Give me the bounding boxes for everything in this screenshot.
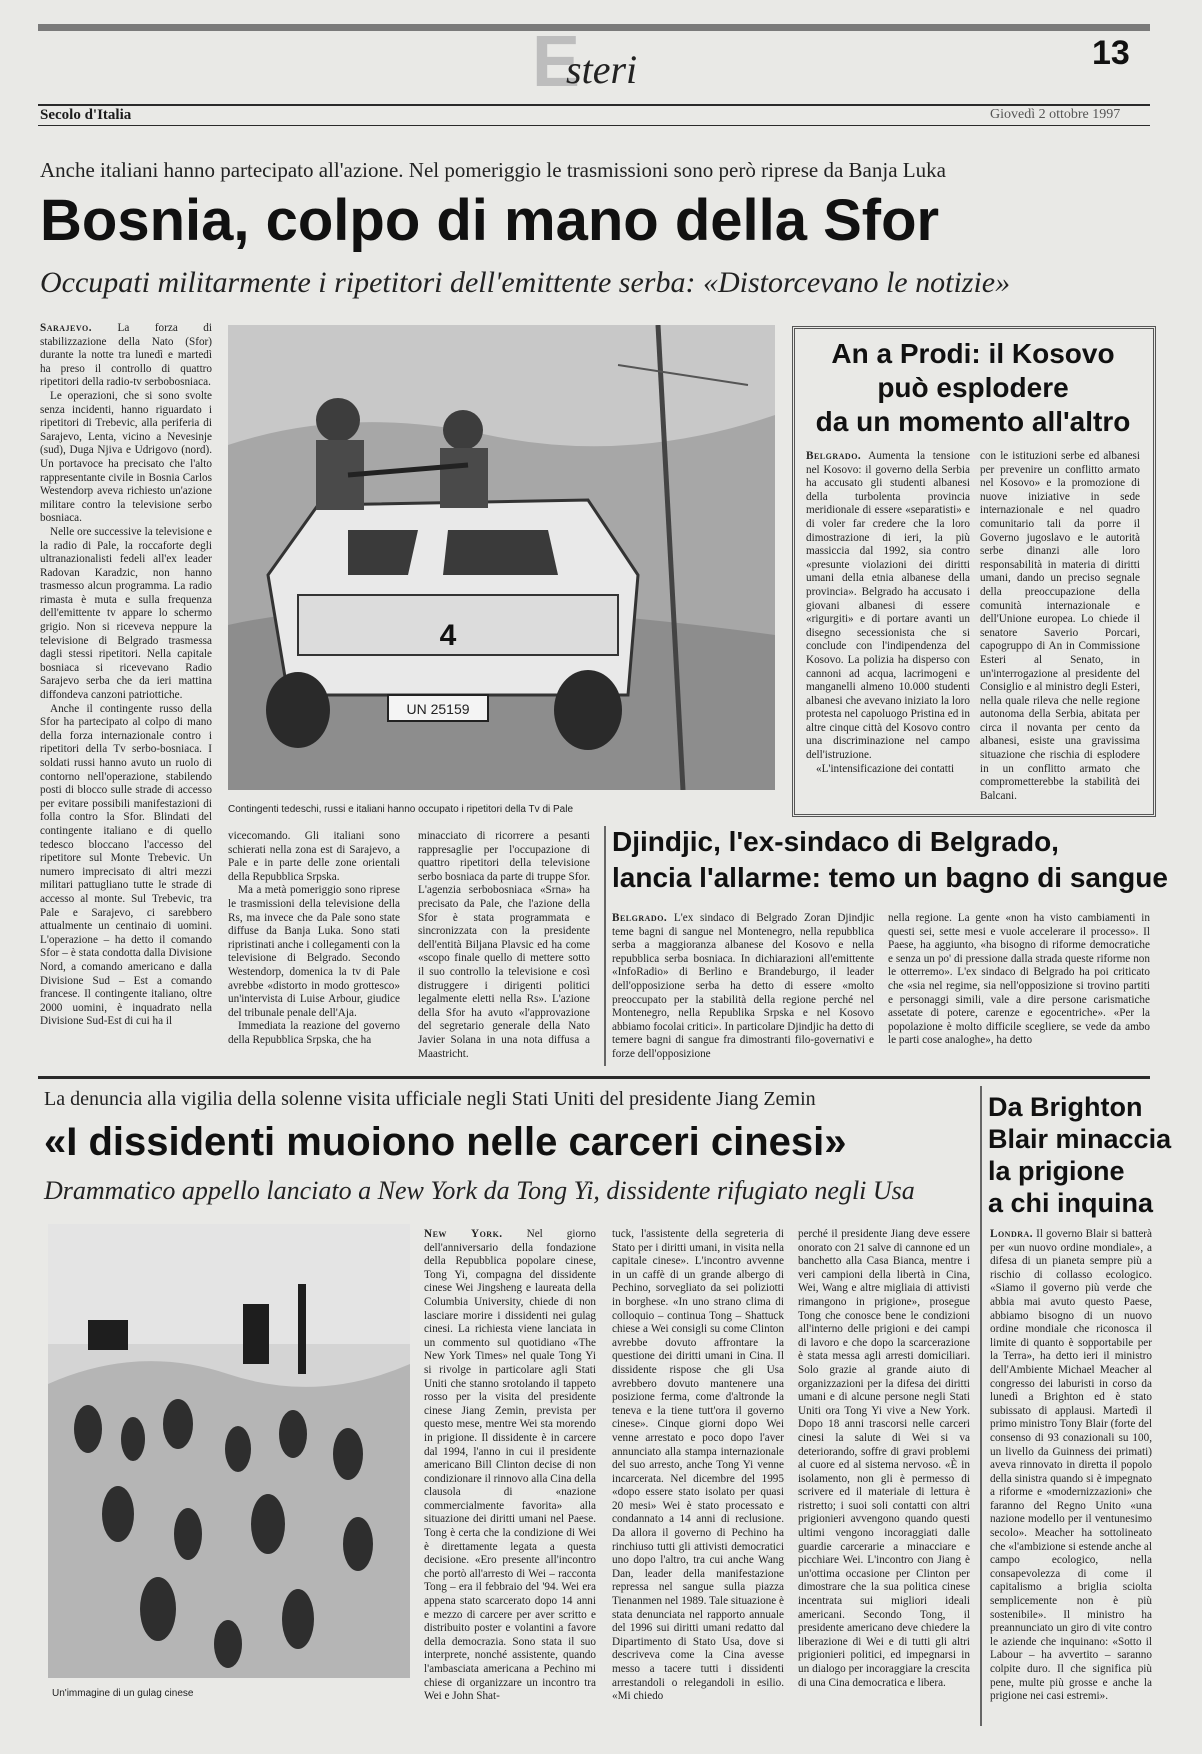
blair-headline-2: Blair minaccia	[988, 1124, 1172, 1154]
djindjic-divider	[604, 826, 606, 1066]
header-rule-bottom	[38, 125, 1150, 126]
china-kicker: La denuncia alla vigilia della solenne visita ufficiale negli Stati Uniti del presidente Jiang Zemin	[44, 1088, 816, 1110]
blair-divider	[980, 1086, 982, 1726]
armored-vehicle-illustration	[228, 325, 775, 790]
djindjic-headline-1: Djindjic, l'ex-sindaco di Belgrado,	[612, 826, 1059, 857]
gulag-illustration	[48, 1224, 410, 1678]
blair-headline-1: Da Brighton	[988, 1092, 1143, 1122]
kosovo-headline-3: da un momento all'altro	[815, 406, 1131, 437]
blair-dateline: Londra.	[990, 1228, 1034, 1240]
djindjic-headline-2: lancia l'allarme: temo un bagno di sangue	[612, 862, 1168, 893]
djindjic-column-1: Belgrado. L'ex sindaco di Belgrado Zoran Djindjic teme bagni di sangue nel Montenegro, nella repubblica serba a maggioranza albanese del Kosovo e nella repubblica serba bosniaca. In dichiarazioni all'emittente «InfoRadio» di Berlino e Brandeburgo, il leader dell'opposizione serba ha detto di essere «molto preoccupato per la stabilità della regione perché nel Montenegro, nella Republika Srpska e nel Kosovo abbiamo focolai critici». In particolare Djindjic ha detto di temere bagni di sangue fra dimostranti filo-governativi e forze dell'opposizione	[612, 912, 874, 1060]
vehicle-plate: UN 25159	[406, 701, 470, 717]
china-dateline: New York.	[424, 1228, 503, 1240]
lead-photo-caption: Contingenti tedeschi, russi e italiani hanno occupato i ripetitori della Tv di Pale	[228, 804, 574, 815]
kosovo-dateline: Belgrado.	[806, 450, 862, 462]
kosovo-headline-2: può esplodere	[877, 372, 1069, 403]
lead-column-2: vicecomando. Gli italiani sono schierati nella zona est di Sarajevo, a Pale e in parte delle zone orientali della Repubblica Srpska. Ma a metà pomeriggio sono riprese le trasmissioni della televisione della Rs, ma invece che da Pale sono state diffuse da Banja Luka. Sono stati ripristinati anche i collegamenti con la televisione di Belgrado. Secondo Westendorp, domenica la tv di Pale avrebbe «distorto in modo grottesco» un'intervista di Luise Arbour, giudice del tribunale penale dell'Aja. Immediata la reazione del governo della Repubblica Srpska, che ha	[228, 830, 400, 1046]
china-subheadline: Drammatico appello lanciato a New York da Tong Yi, dissidente rifugiato negli Usa	[44, 1176, 915, 1205]
section-mark	[532, 22, 638, 102]
kosovo-column-2: con le istituzioni serbe ed albanesi per prevenire un conflitto armato nel Kosovo» e la promozione di nuove iniziative in sede internazionale e nel quadro comunitario tali da porre il Governo jugoslavo e le autorità serbe dinanzi alle loro responsabilità in materia di diritti umani, dando un preciso segnale della preoccupazione della comunità internazionale e dell'Unione europea. Lo chiede il senatore Saverio Porcari, capogruppo di An in Commissione Esteri al Senato, in un'interrogazione al presidente del Consiglio e al ministro degli Esteri, nella quale rileva che nelle regione autonoma della Serbia, abitata per circa il novanta per cento da albanesi, esiste una gravissima situazione che rischia di esplodere in un conflitto armato che comprometterebbe la stabilità dei Balcani.	[980, 450, 1140, 800]
lead-photo	[228, 325, 775, 790]
blair-column: Londra. Il governo Blair si batterà per «un nuovo ordine mondiale», a difesa di un pianeta sempre più a rischio di collasso ecologico. «Siamo il governo più verde che abbia mai avuto questo Paese, abbiamo bisogno di un nuovo ordine mondiale che riconosca il limite di quanto è sopportabile per la Terra», ha detto ieri il ministro dell'Ambiente Michael Meacher al congresso dei laburisti in corso da lunedì a Brighton ed è stato subissato di applausi. Martedì il primo ministro Tony Blair (forte del consenso di 93 conazionali su 100, un livello da Guinness dei primati) aveva rinnovato in diretta il popolo della sinistra quando si è impegnato a riforme e «modernizzazioni» che faranno del Regno Unito «una nazione modello per il ventunesimo secolo». Meacher ha sottolineato che «l'ambizione si estende anche al campo ecologico, nella consapevolezza di come il capitalismo a briglia sciolta semplicemente non è più sostenibile». Il ministro ha preannunciato un giro di vite contro le aziende che inquinano: «Sotto il Labour – ha avvertito – saranno colpite duro. Il che significa più pene, multe più grosse e anche la prigione nei casi estremi».	[990, 1228, 1152, 1703]
newspaper-name: Secolo d'Italia	[40, 107, 132, 123]
china-column-1: New York. Nel giorno dell'anniversario della fondazione della Repubblica popolare cinese, Tong Yi, compagna del dissidente cinese Wei Jingsheng e laureata della Columbia University, chiede di non lasciare morire i dissidenti nei gulag cinesi. La richiesta viene lanciata in un commento sul quotidiano «The New York Times» nel quale Tong Yi si rivolge in particolare agli Stati Uniti che stanno srotolando il tappeto rosso per la visita del presidente cinese Jiang Zemin, prevista per questo mese, mentre Wei sta morendo in prigione. Il dissidente è in carcere dal 1994, l'anno in cui il presidente americano Bill Clinton decise di non condizionare il rinnovo alla Cina della clausola di «nazione commercialmente favorita» alla situazione dei diritti umani nel Paese. Tong è certa che la condizione di Wei è direttamente legata a questa decisione. «Ero presente all'incontro che portò all'arresto di Wei – racconta Tong – era il febbraio del '94. Wei era appena stato scarcerato dopo 14 anni e mezzo di carcere per aver scritto e distribuito poster e volantini a favore della democrazia. Sono stata il suo interprete, nonché assistente, quando l'ambasciata americana a Pechino mi chiese di organizzare un incontro tra Wei e John Shat-	[424, 1228, 596, 1703]
lead-column-3: minacciato di ricorrere a pesanti rappresaglie per l'occupazione di quattro ripetitori della televisione serbo bosniaca da parte di truppe Sfor. L'agenzia serbobosniaca «Srna» ha precisato da Pale, che l'azione della Sfor è stata programmata e sincronizzata con la presidente dell'entità Biljana Plavsic ed ha come «scopo finale quello di mettere sotto il suo controllo la televisione e così distruggere i dirigenti politici legalmente eletti nella Rs». L'azione della Sfor ha avuto «l'approvazione del segretario generale della Nato Javier Solana in una nota diffusa a Maastricht.	[418, 830, 590, 1060]
kosovo-headline-1: An a Prodi: il Kosovo	[831, 338, 1115, 369]
lead-kicker: Anche italiani hanno partecipato all'azione. Nel pomeriggio le trasmissioni sono però riprese da Banja Luka	[40, 158, 946, 182]
vehicle-number: 4	[439, 619, 457, 652]
issue-date: Giovedì 2 ottobre 1997	[990, 107, 1121, 122]
kosovo-column-1: Belgrado. Aumenta la tensione nel Kosovo: il governo della Serbia ha accusato gli studenti albanesi della turbolenta provincia meridionale di essere «separatisti» e di voler far credere che la loro dimostrazione di ieri, la più massiccia dal 1992, sia contro «presunte violazioni dei diritti umani della etnia albanese della provincia». Belgrado ha accusato i giovani albanesi di essere «rigurgiti» e di portare avanti un disegno secessionista che si conclude con l'indipendenza del Kosovo. La polizia ha disperso con cannoni ad acqua, lacrimogeni e manganelli almeno 10.000 studenti albanesi che avevano iniziato la loro protesta nel capoluogo Pristina ed in altre cinque città del Kosovo contro una discriminazione nel campo dell'istruzione. «L'intensificazione dei contatti	[806, 450, 970, 775]
china-headline: «I dissidenti muoiono nelle carceri cinesi»	[44, 1120, 847, 1164]
lead-headline: Bosnia, colpo di mano della Sfor	[40, 188, 940, 253]
lead-dateline: Sarajevo.	[40, 322, 93, 334]
middle-rule	[38, 1076, 1150, 1079]
djindjic-column-2: nella regione. La gente «non ha visto cambiamenti in questi sei, sette mesi e vuole accelerare il processo». Il Paese, ha aggiunto, «ha bisogno di riforme democratiche e senza un po' di pressione dalla strada queste riforme non le otterremo». L'ex sindaco di Belgrado ha poi criticato che «sia nel regime, sia nell'opposizione si trovino partiti e personaggi simili, vale a dire persone carismatiche assetate di potere, carenze e egocentriche». «Per la popolazione è molto difficile scegliere, se vede da ambo le parti cose analoghe», ha detto	[888, 912, 1150, 1047]
lead-subheadline: Occupati militarmente i ripetitori dell'emittente serba: «Distorcevano le notizie»	[40, 266, 1011, 299]
china-column-3: perché il presidente Jiang deve essere onorato con 21 salve di cannone ed un banchetto alla Casa Bianca, mentre i veri campioni della libertà in Cina, Wei, Wang e altre migliaia di attivisti rimangono in prigione», prosegue Tong che conosce bene le condizioni all'interno delle prigioni e dei campi di lavoro e che dopo la scarcerazione è stata messa agli arresti domiciliari. Solo grazie al grande aiuto di organizzazioni per la difesa dei diritti umani e di alcune persone negli Stati Uniti ora Tong Yi vive a New York. Dopo 18 anni trascorsi nelle carceri cinesi la salute di Wei si va deteriorando, soffre di gravi problemi al cuore ed al sistema nervoso. «È in isolamento, non gli è permesso di scrivere ed il materiale di lettura è ristretto; i suoi soli contatti con altri prigionieri avvengono quando questi ultimi vengono incoraggiati dalle guardie carcerarie a minacciare e picchiare Wei. L'incontro con Jiang è un'ottima occasione per Clinton per dimostrare che la sua politica cinese incentrata sui migliori ideali americani. Secondo Tong, il presidente americano deve chiedere la liberazione di Wei e di tutti gli altri prigionieri politici, ed impegnarsi in un dialogo per incoraggiare la crescita di una Cina democratica e libera.	[798, 1228, 970, 1689]
lead-column-1: Sarajevo. La forza di stabilizzazione della Nato (Sfor) durante la notte tra lunedì e martedì ha preso il controllo di quattro ripetitori della radio-tv serbobosniaca. Le operazioni, che si sono svolte senza incidenti, hanno riguardato i ripetitori di Trebevic, alla periferia di Sarajevo, Lenta, vicino a Nevesinje (sud), Duga Njiva e Udrigovo (nord). Un portavoce ha precisato che l'alto rappresentante civile in Bosnia Carlos Westendorp aveva richiesto un'azione militare contro la televisione serbo bosniaca. Nelle ore successive la televisione e la radio di Pale, la roccaforte degli ultranazionalisti fedeli all'ex leader Radovan Karadzic, non hanno trasmesso alcun programma. La radio rimasta è muta e sulla frequenza dell'emittente tv appare lo schermo grigio. Non si riceveva neppure la televisione di Belgrado trasmessa dagli stessi ripetitori. Nella capitale bosniaca si ricevevano Radio Sarajevo serba che da ieri mattina diffondeva canzoni patriottiche. Anche il contingente russo della Sfor ha partecipato al colpo di mano della forza internazionale contro i ripetitori della Tv serbo-bosniaca. I soldati russi hanno avuto un ruolo di contorno nell'operazione, stabilendo posti di blocco sulle strade di accesso per evitare possibili manifestazioni di folla contro la Sfor. Blindati del contingente italiano e di quello tedesco bloccano l'accesso del ripetitore sul Monte Trebevic. Un numero imprecisato di altri mezzi militari pattugliano tutte le strade di accesso al monte. Sul Trebevic, tra Pale e Sarajevo, ci sarebbero attualmente un centinaio di uomini. L'operazione – ha detto il comando Sfor – è stata condotta dalla Divisione Nord, a comando americano e dalla Divisione Sud – Est a comando francese. Il contingente italiano, oltre 2000 uomini, è inquadrato nella Divisione Sud-Est di cui ha il	[40, 322, 212, 1028]
china-photo-caption: Un'immagine di un gulag cinese	[52, 1688, 194, 1699]
blair-headline-3: la prigione	[988, 1156, 1125, 1186]
section-initial: E	[532, 22, 581, 102]
china-photo	[48, 1224, 410, 1678]
blair-headline-4: a chi inquina	[988, 1188, 1154, 1218]
djindjic-dateline: Belgrado.	[612, 912, 668, 924]
header-rule	[38, 104, 1150, 106]
china-column-2: tuck, l'assistente della segreteria di Stato per i diritti umani, in visita nella capitale cinese». L'incontro avvenne in un caffè di un grande albergo di Pechino, sorvegliato da sei poliziotti in borghese. «In uno strano clima di colloquio – continua Tong – Shattuck chiese a Wei consigli su come Clinton avrebbe dovuto affrontare la questione dei diritti umani in Cina. Il dissidente rispose che gli Usa avrebbero dovuto mantenere una posizione ferma, come d'altronde la teneva e la tiene tutt'ora il governo cinese». Cinque giorni dopo Wei venne arrestato e poco dopo l'aver annunciato alla stampa internazionale del suo arresto, anche Tong Yi venne incarcerata. Nel dicembre del 1995 «dopo essere stato isolato per quasi 20 mesi» Wei è stato processato e condannato a 14 anni di reclusione. Da allora il governo di Pechino ha rinchiuso tutti gli attivisti democratici uno dopo l'altro, tra cui anche Wang Dan, leader della manifestazione repressa nel sangue sulla piazza Tienanmen nel 1989. Tale situazione è stata denunciata nel rapporto annuale del 1996 sui diritti umani redatto dal Dipartimento di Stato Usa, dove si descriveva come la Cina avesse messo a tacere tutti i dissidenti arrestandoli o relegandoli in esilio. «Mi chiedo	[612, 1228, 784, 1703]
page-number: 13	[1092, 34, 1130, 72]
section-title: steri	[566, 47, 638, 92]
